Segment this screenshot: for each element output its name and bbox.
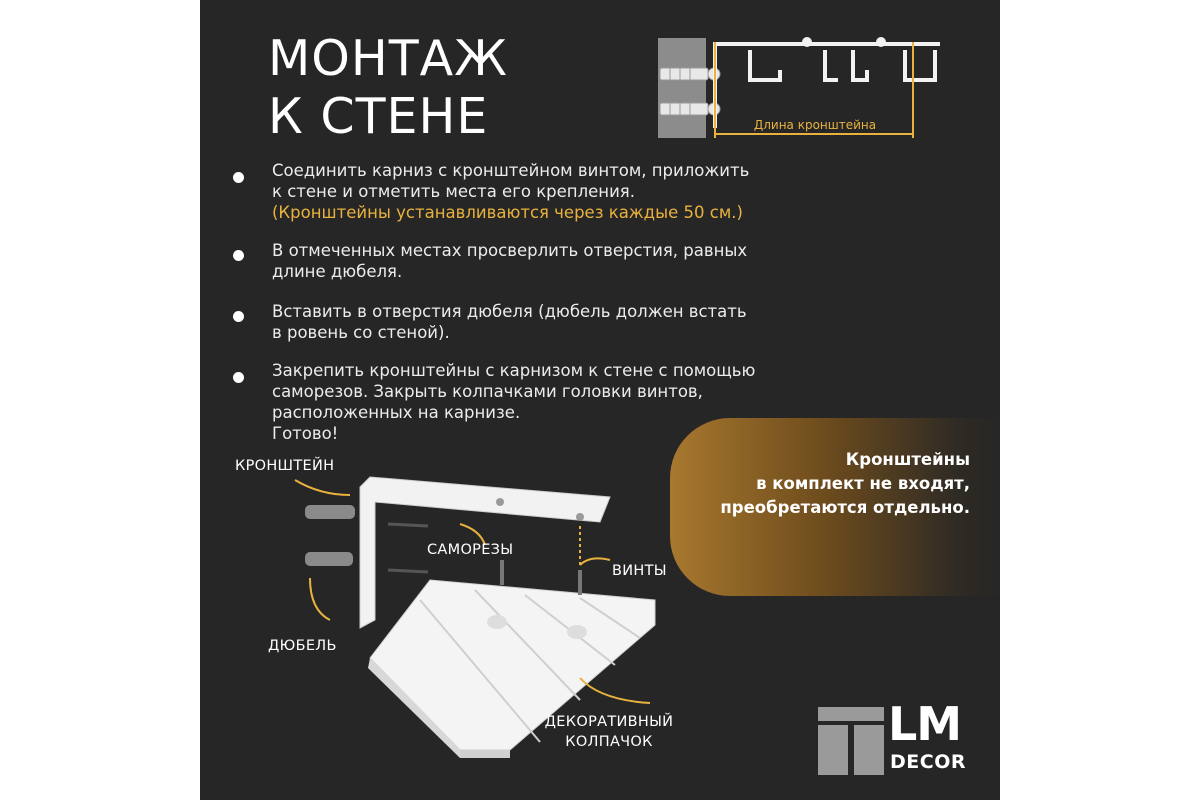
- step-line: Вставить в отверстия дюбеля (дюбель должен встать: [272, 302, 747, 321]
- label-screws: ВИНТЫ: [612, 563, 667, 579]
- step-line: расположенных на карнизе.: [272, 403, 521, 422]
- step-line: длине дюбеля.: [272, 262, 403, 281]
- label-decorative-cap-line: КОЛПАЧОК: [565, 734, 653, 750]
- step-1: [272, 160, 749, 223]
- title-line-2: К СТЕНЕ: [268, 88, 489, 145]
- step-line: к стене и отметить места его крепления.: [272, 182, 635, 201]
- notice-line: преобретаются отдельно.: [720, 498, 970, 517]
- logo-mark-icon: [818, 707, 884, 775]
- step-line: Закрепить кронштейны с карнизом к стене с помощью: [272, 361, 756, 380]
- step-3: [272, 301, 747, 343]
- label-dowel: ДЮБЕЛЬ: [268, 638, 337, 654]
- step-2: [272, 240, 747, 282]
- self-tapping-screw-icon: [388, 524, 428, 572]
- label-decorative-cap-line: ДЕКОРАТИВНЫЙ: [544, 714, 674, 730]
- logo-subtext: DECOR: [890, 751, 966, 773]
- logo-text: LM: [888, 697, 962, 751]
- label-decorative-cap: [538, 712, 680, 752]
- bullet-icon: [233, 172, 244, 183]
- label-self-tapping-screws: САМОРЕЗЫ: [427, 542, 514, 558]
- step-4: [272, 360, 755, 444]
- bullet-icon: [233, 372, 244, 383]
- notice-banner: [670, 418, 1000, 596]
- step-line: В отмеченных местах просверлить отверстия, равных: [272, 241, 748, 260]
- step-accent-note: (Кронштейны устанавливаются через каждые 50 см.): [272, 203, 743, 222]
- step-line: Соединить карниз с кронштейном винтом, приложить: [272, 161, 750, 180]
- bracket-length-label: Длина кронштейна: [753, 118, 877, 132]
- step-line: в ровень со стеной).: [272, 323, 450, 342]
- label-bracket: КРОНШТЕЙН: [235, 458, 335, 474]
- notice-line: Кронштейны: [845, 450, 970, 469]
- dowel-lower: [660, 103, 720, 115]
- step-line: саморезов. Закрыть колпачками головки винтов,: [272, 382, 703, 401]
- bracket-profile: [715, 42, 940, 128]
- screw-head-icon: [876, 37, 886, 47]
- notice-text: [670, 448, 970, 520]
- notice-line: в комплект не входят,: [756, 474, 970, 493]
- bullet-icon: [233, 250, 244, 261]
- dowel-upper: [660, 68, 720, 80]
- screw-head-icon: [802, 37, 812, 47]
- page-title: [268, 30, 508, 146]
- brand-logo: [818, 697, 978, 778]
- step-line: Готово!: [272, 424, 339, 443]
- wall-illustration: [658, 38, 706, 138]
- instruction-card: [200, 0, 1000, 800]
- cornice-profile-diagram: [655, 30, 955, 145]
- dowel-icon: [305, 505, 355, 566]
- title-line-1: МОНТАЖ: [268, 30, 508, 87]
- bullet-icon: [233, 311, 244, 322]
